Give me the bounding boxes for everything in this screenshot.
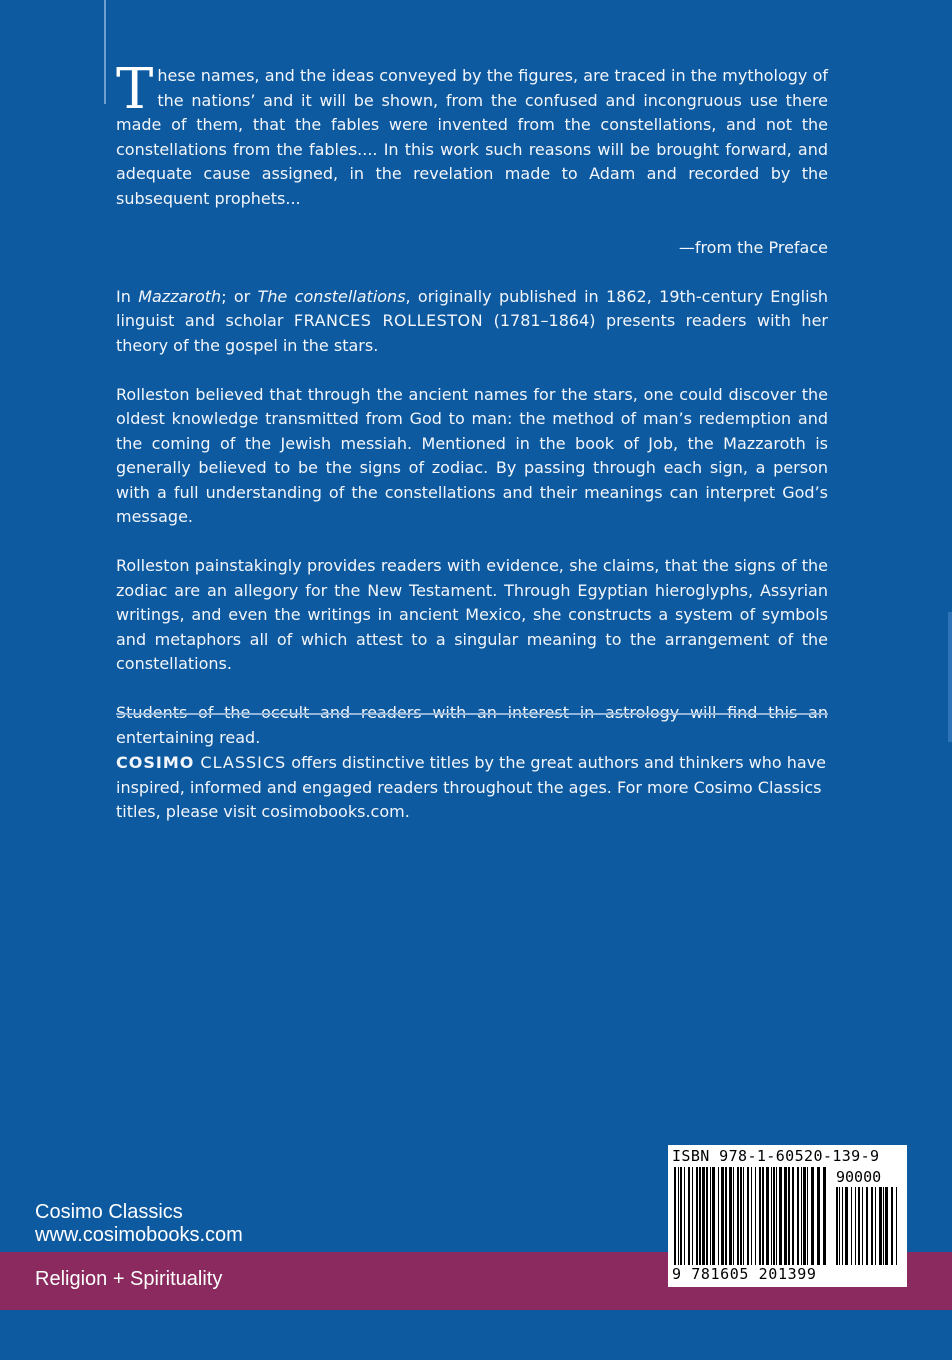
quote-text: hese names, and the ideas conveyed by the figures, are traced in the mythology of the nations’ and it will be shown, from the confused and incongruous use there made of them, that the fables were invented from the constellations, and not the constellations from the fables.... In this work such reasons will be brought forward, and adequate cause assigned, in the revelation made to Adam and recorded by the subsequent prophets...: [116, 66, 828, 208]
barcode-bar: [674, 1167, 676, 1265]
barcode-bar: [779, 1167, 782, 1265]
book-subtitle: The constellations: [257, 286, 406, 306]
barcode-bar: [733, 1167, 734, 1265]
barcode-bar: [706, 1167, 708, 1265]
barcode-bar: [766, 1167, 769, 1265]
addon-bar: [851, 1187, 852, 1265]
barcode-bar: [755, 1167, 756, 1265]
drop-cap: T: [116, 57, 154, 122]
barcode-bar: [771, 1167, 772, 1265]
addon-bar: [842, 1187, 843, 1265]
barcode-bar: [743, 1167, 744, 1265]
barcode-bar: [747, 1167, 749, 1265]
category-label: Religion + Spirituality: [35, 1268, 223, 1290]
addon-bar: [836, 1187, 838, 1265]
addon-bar: [839, 1187, 840, 1265]
addon-bar: [855, 1187, 856, 1265]
addon-bar: [891, 1187, 893, 1265]
barcode-bar: [680, 1167, 682, 1265]
barcode-bar: [759, 1167, 761, 1265]
barcode-bar: [762, 1167, 764, 1265]
brand-classics: CLASSICS: [194, 753, 287, 772]
quote-attribution: —from the Preface: [678, 237, 828, 257]
barcode-bar: [751, 1167, 752, 1265]
barcode-bar: [811, 1167, 814, 1265]
barcode-number: 9 781605 201399: [672, 1265, 817, 1283]
addon-bar: [896, 1187, 897, 1265]
barcode-bar: [678, 1167, 679, 1265]
body-paragraph-1: Rolleston believed that through the ancient names for the stars, one could discover the oldest knowledge transmitted from God to man: the method of man’s redemption and the coming of the Jewish messiah. Mentioned in the book of Job, the Mazzaroth is generally believed to be the signs of zodiac. By passing through each sign, a person with a full understanding of the constellations and their meanings can interpret God’s message.: [116, 384, 828, 526]
barcode-bar: [823, 1167, 826, 1265]
barcode-bar: [803, 1167, 806, 1265]
barcode-bar: [721, 1167, 724, 1265]
barcode-bar: [712, 1167, 715, 1265]
addon-bar: [866, 1187, 868, 1265]
body-paragraph-3: entertaining read.: [116, 727, 261, 747]
addon-bar: [871, 1187, 873, 1265]
barcode-bar: [807, 1167, 808, 1265]
barcode-bar: [692, 1167, 693, 1265]
publisher-name: Cosimo Classics: [35, 1201, 183, 1223]
intro-paragraph: [116, 285, 828, 359]
back-cover-text: [116, 57, 829, 775]
divider: [116, 713, 828, 715]
addon-bar: [862, 1187, 863, 1265]
barcode-bar: [784, 1167, 787, 1265]
barcode-bar: [788, 1167, 790, 1265]
addon-bar: [883, 1187, 884, 1265]
barcode-bar: [801, 1167, 802, 1265]
addon-bar: [885, 1187, 888, 1265]
intro-rest: (1781–1864) presents readers with her theory of the gospel in the stars.: [116, 311, 828, 355]
publisher-url: www.cosimobooks.com: [35, 1224, 243, 1246]
barcode-bar: [710, 1167, 711, 1265]
intro-lead: In: [116, 286, 139, 306]
barcode-bar: [718, 1167, 719, 1265]
spine-edge-strip: [948, 612, 952, 742]
barcode-bar: [817, 1167, 820, 1265]
barcode-bar: [729, 1167, 732, 1265]
decorative-vertical-line: [104, 0, 106, 104]
cosimo-classics-blurb: [116, 751, 828, 825]
addon-bar: [858, 1187, 860, 1265]
body-paragraph-2: Rolleston painstakingly provides readers with evidence, she claims, that the signs of the zodiac are an allegory for the New Testament. Through Egyptian hieroglyphs, Assyrian writings, and even the writings in ancient Mexico, she constructs a system of symbols and metaphors all of which attest to a singular meaning to the arrangement of the constellations.: [116, 556, 828, 673]
barcode-bar: [797, 1167, 799, 1265]
intro-after: , originally published in 1862, 19th-century English linguist and scholar: [116, 286, 829, 330]
brand-cosimo: COSIMO: [116, 753, 195, 772]
barcode-bar: [688, 1167, 690, 1265]
barcode-bar: [792, 1167, 794, 1265]
addon-bar: [845, 1187, 848, 1265]
barcode-bar: [684, 1167, 685, 1265]
price-code: 90000: [836, 1168, 882, 1186]
barcode-bar: [702, 1167, 705, 1265]
barcode-bar: [776, 1167, 777, 1265]
blurb-text: offers distinctive titles by the great authors and thinkers who have inspired, informed and engaged readers throughout the ages. For more Cosimo Classics titles, please visit cosimobooks.com.: [116, 753, 827, 821]
barcode-bar: [699, 1167, 701, 1265]
barcode-bar: [740, 1167, 742, 1265]
author-name: FRANCES ROLLESTON: [293, 311, 484, 330]
isbn-text: ISBN 978-1-60520-139-9: [672, 1147, 880, 1165]
addon-bar: [875, 1187, 876, 1265]
book-title: Mazzaroth: [138, 286, 222, 306]
addon-bar: [879, 1187, 882, 1265]
barcode-bar: [725, 1167, 727, 1265]
barcode-bar: [696, 1167, 698, 1265]
preface-quote: [116, 57, 828, 211]
intro-mid: ; or: [221, 286, 258, 306]
barcode-bar: [773, 1167, 775, 1265]
publisher-info: [35, 1201, 243, 1247]
barcode-bar: [737, 1167, 739, 1265]
